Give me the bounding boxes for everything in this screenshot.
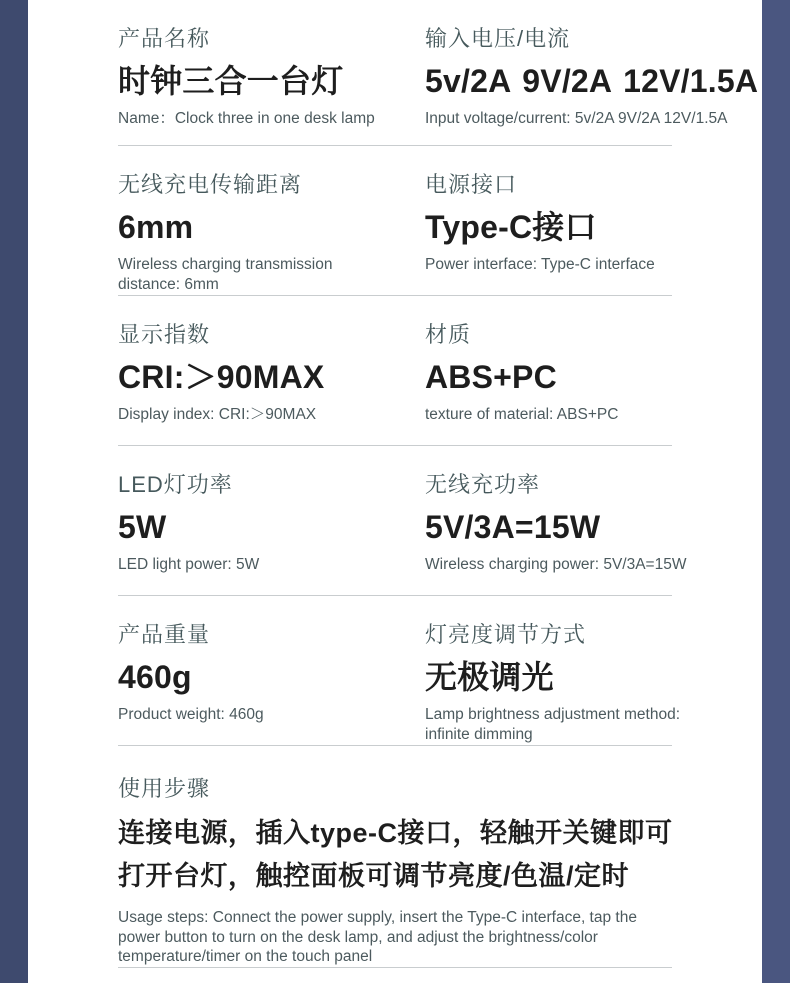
spec-heading: 产品名称	[118, 26, 211, 51]
spec-sub-en: Display index: CRI:＞90MAX	[118, 406, 317, 423]
usage-steps-text: 连接电源，插入type-C接口，轻触开关键即可打开台灯，触控面板可调节亮度/色温/定时	[118, 818, 673, 891]
spec-sub-en: Name：Clock three in one desk lamp	[118, 110, 375, 127]
usage-heading: 使用步骤	[118, 776, 211, 801]
spec-sub-en: texture of material: ABS+PC	[425, 406, 619, 423]
spec-row-product-name	[118, 0, 762, 146]
spec-cell-brightness-adjustment	[425, 620, 762, 746]
spec-heading: 电源接口	[425, 172, 518, 197]
spec-cell-product-name	[118, 24, 425, 146]
spec-heading: 灯亮度调节方式	[425, 622, 587, 647]
spec-cell-display-index	[118, 320, 425, 446]
spec-sheet-panel	[28, 0, 762, 983]
spec-heading: 产品重量	[118, 622, 211, 647]
spec-value: 时钟三合一台灯	[118, 63, 344, 99]
spec-cell-material	[425, 320, 762, 446]
spec-sub-en: Wireless charging transmission distance: 6mm	[118, 256, 333, 293]
spec-heading: 材质	[425, 322, 472, 347]
left-border-strip	[0, 0, 28, 983]
spec-sub-en: Wireless charging power: 5V/3A=15W	[425, 556, 687, 573]
spec-sub-en: Product weight: 460g	[118, 706, 264, 723]
spec-value: 5V/3A=15W	[425, 509, 601, 545]
spec-heading: 显示指数	[118, 322, 211, 347]
spec-value: ABS+PC	[425, 359, 557, 395]
spec-value: Type-C接口	[425, 209, 597, 245]
spec-row-wireless-distance	[118, 146, 762, 296]
spec-value: 6mm	[118, 209, 194, 245]
spec-cell-weight	[118, 620, 425, 746]
usage-steps-section	[118, 746, 762, 968]
spec-row-display-index	[118, 296, 762, 446]
spec-sub-en: Input voltage/current: 5v/2A 9V/2A 12V/1.5A	[425, 110, 728, 127]
spec-value: 5W	[118, 509, 167, 545]
right-border-strip	[762, 0, 790, 983]
usage-sub-en: Usage steps: Connect the power supply, insert the Type-C interface, tap the power button to turn on the desk lamp, and adjust the brightness/color temperature/timer on the touch panel	[118, 909, 637, 965]
spec-cell-led-power	[118, 470, 425, 596]
spec-value: 5v/2A 9V/2A 12V/1.5A	[425, 63, 759, 99]
spec-heading: 无线充功率	[425, 472, 541, 497]
spec-row-led-power	[118, 446, 762, 596]
spec-value: 无极调光	[425, 659, 554, 695]
spec-sub-en: Lamp brightness adjustment method: infinite dimming	[425, 706, 681, 743]
spec-heading: LED灯功率	[118, 472, 233, 497]
spec-cell-wireless-distance	[118, 170, 425, 296]
spec-cell-input-voltage	[425, 24, 762, 146]
spec-row-weight	[118, 596, 762, 746]
spec-sub-en: LED light power: 5W	[118, 556, 260, 573]
spec-cell-power-interface	[425, 170, 762, 296]
spec-sub-en: Power interface: Type-C interface	[425, 256, 655, 273]
spec-heading: 无线充电传输距离	[118, 172, 303, 197]
spec-heading: 输入电压/电流	[425, 26, 571, 51]
spec-cell-wireless-power	[425, 470, 762, 596]
spec-value: CRI:＞90MAX	[118, 359, 325, 395]
spec-value: 460g	[118, 659, 192, 695]
